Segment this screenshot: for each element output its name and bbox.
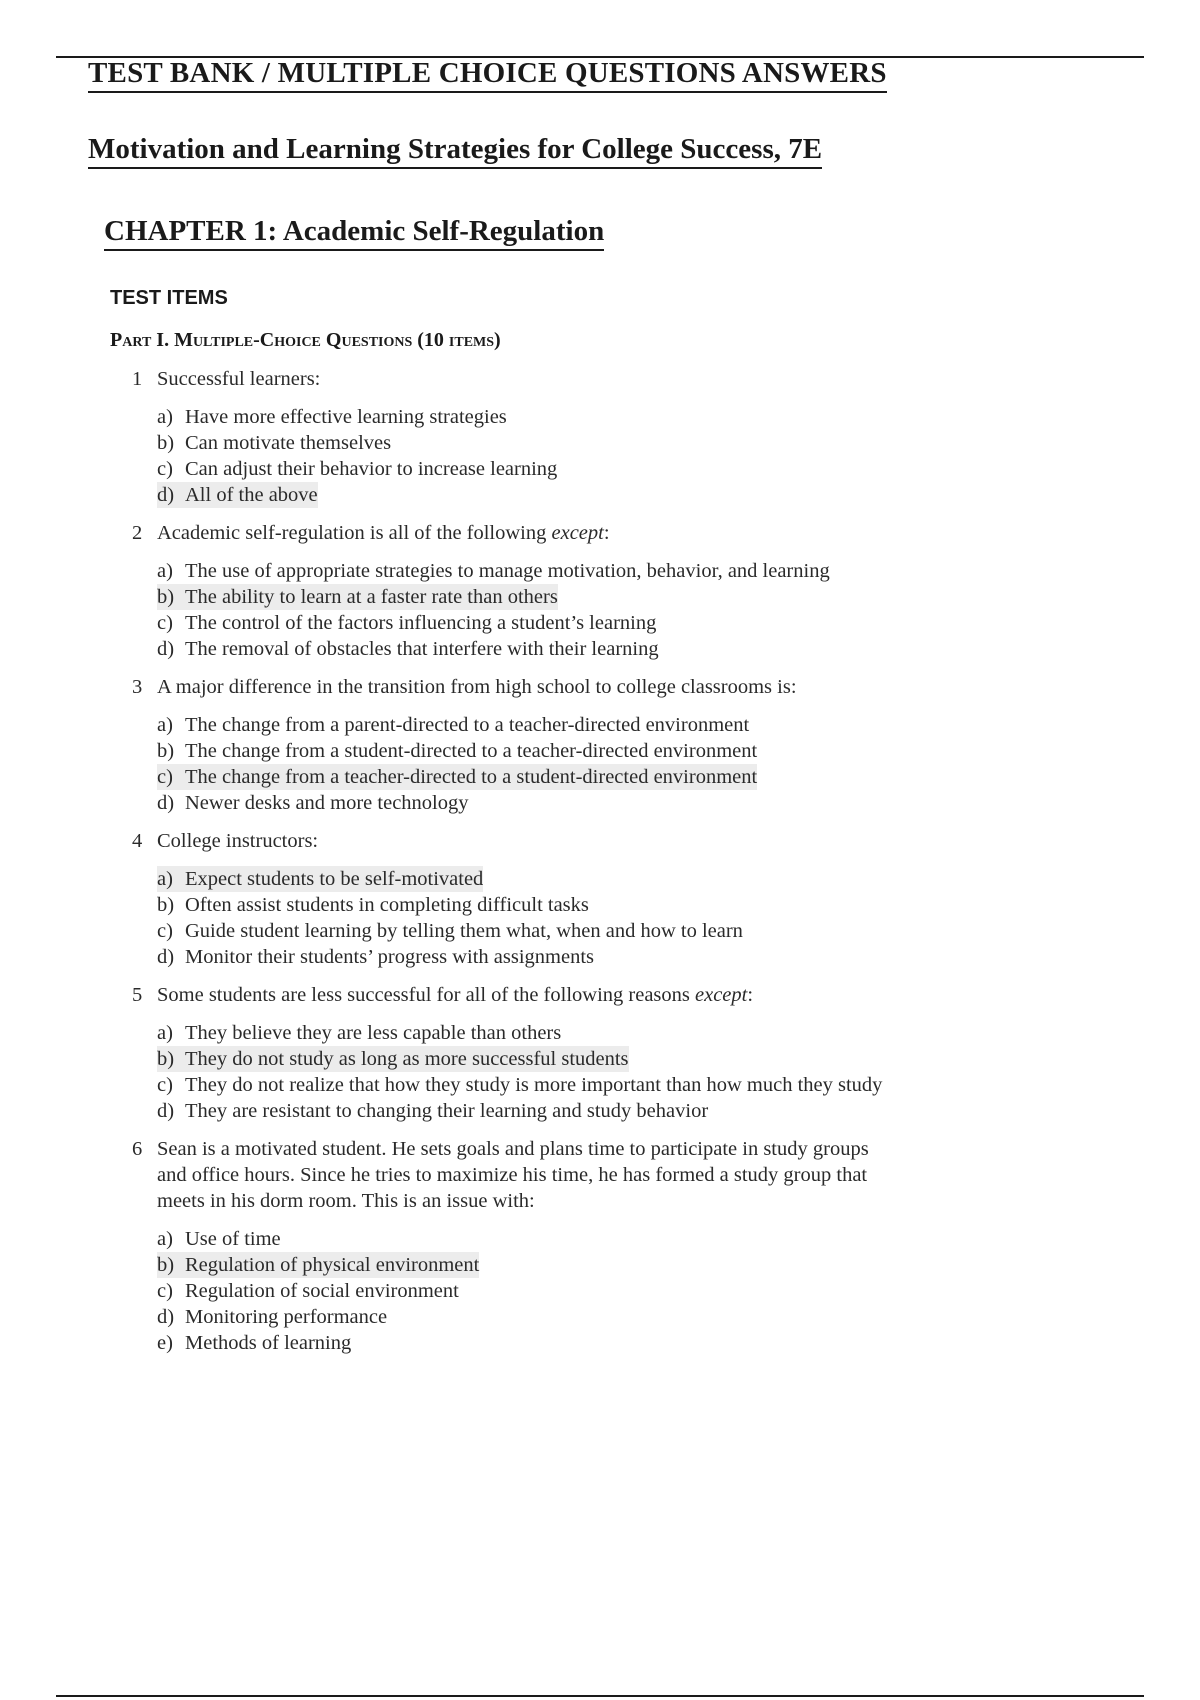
option-text: They do not study as long as more successful students — [185, 1048, 629, 1070]
question-number: 5 — [132, 984, 143, 1006]
option-text: Guide student learning by telling them what, when and how to learn — [185, 920, 743, 942]
option — [157, 944, 594, 970]
option — [157, 1226, 281, 1252]
option-letter: a) — [157, 406, 173, 428]
bottom-rule — [56, 1695, 1144, 1697]
option-text: Often assist students in completing difficult tasks — [185, 894, 589, 916]
question-4 — [132, 828, 892, 970]
option-answer-highlighted — [157, 1046, 629, 1072]
book-title: Motivation and Learning Strategies for College Success, 7E — [88, 131, 822, 169]
option — [157, 404, 507, 430]
option-text: Can motivate themselves — [185, 432, 392, 454]
option-letter: a) — [157, 1228, 173, 1250]
option-letter: c) — [157, 1280, 173, 1302]
question-text — [157, 366, 892, 392]
stem-tail: : — [747, 984, 754, 1006]
option-text: Regulation of physical environment — [185, 1254, 480, 1276]
option-letter: c) — [157, 612, 173, 634]
option-text: They are resistant to changing their learning and study behavior — [185, 1100, 709, 1122]
question-number: 1 — [132, 368, 143, 390]
option-letter: d) — [157, 1306, 175, 1328]
stem-emphasis: except — [551, 522, 604, 544]
question-number: 6 — [132, 1138, 143, 1160]
option-text: The control of the factors influencing a student’s learning — [185, 612, 657, 634]
option-text: Use of time — [185, 1228, 281, 1250]
option-text: They believe they are less capable than others — [185, 1022, 562, 1044]
option — [157, 712, 749, 738]
stem-emphasis: except — [695, 984, 748, 1006]
option-letter: e) — [157, 1332, 173, 1354]
option-text: Can adjust their behavior to increase learning — [185, 458, 558, 480]
option-letter: c) — [157, 920, 173, 942]
option — [157, 892, 589, 918]
option-answer-highlighted — [157, 866, 483, 892]
option — [157, 430, 391, 456]
option-text: Expect students to be self-motivated — [185, 868, 484, 890]
question-stem — [132, 1136, 892, 1214]
option-letter: b) — [157, 432, 175, 454]
stem-text: Some students are less successful for all of the following reasons — [157, 984, 696, 1006]
option — [157, 456, 557, 482]
option-letter: b) — [157, 1048, 175, 1070]
option-letter: d) — [157, 946, 175, 968]
question-text — [157, 520, 892, 546]
option-list — [157, 1020, 892, 1124]
option — [157, 1304, 387, 1330]
question-stem — [132, 674, 892, 700]
test-bank-title: TEST BANK / MULTIPLE CHOICE QUESTIONS ANSWERS — [88, 55, 887, 93]
question-6 — [132, 1136, 892, 1356]
option-letter: d) — [157, 1100, 175, 1122]
option-text: All of the above — [185, 484, 318, 506]
stem-text: College instructors: — [157, 830, 319, 852]
question-stem — [132, 828, 892, 854]
option — [157, 1098, 708, 1124]
option-letter: a) — [157, 560, 173, 582]
question-stem — [132, 982, 892, 1008]
option — [157, 1278, 459, 1304]
option — [157, 790, 469, 816]
option-text: The change from a teacher-directed to a student-directed environment — [185, 766, 758, 788]
question-text — [157, 674, 892, 700]
option-text: The change from a student-directed to a teacher-directed environment — [185, 740, 758, 762]
option-text: The change from a parent-directed to a teacher-directed environment — [185, 714, 750, 736]
question-number: 4 — [132, 830, 143, 852]
option-letter: b) — [157, 1254, 175, 1276]
option-letter: a) — [157, 1022, 173, 1044]
option-text: The use of appropriate strategies to manage motivation, behavior, and learning — [185, 560, 830, 582]
option-letter: c) — [157, 458, 173, 480]
question-2 — [132, 520, 892, 662]
option-answer-highlighted — [157, 764, 757, 790]
option-letter: d) — [157, 484, 175, 506]
option-letter: d) — [157, 638, 175, 660]
option-letter: b) — [157, 586, 175, 608]
option-list — [157, 404, 892, 508]
stem-text: A major difference in the transition from high school to college classrooms is: — [157, 676, 797, 698]
option-list — [157, 558, 892, 662]
chapter-title: CHAPTER 1: Academic Self-Regulation — [104, 213, 604, 251]
option-list — [157, 712, 892, 816]
option-text: Monitoring performance — [185, 1306, 388, 1328]
stem-text: Successful learners: — [157, 368, 321, 390]
part-heading: Part I. Multiple-Choice Questions (10 items) — [110, 329, 501, 351]
option-letter: c) — [157, 1074, 173, 1096]
option-answer-highlighted — [157, 584, 558, 610]
option — [157, 1020, 561, 1046]
option — [157, 918, 743, 944]
stem-text: Sean is a motivated student. He sets goals and plans time to participate in study groups and office hours. Since he tries to maximize his time, he has formed a study group that meets in his dorm room. This is an issue with: — [157, 1138, 869, 1212]
question-1 — [132, 366, 892, 508]
option-list — [157, 866, 892, 970]
option — [157, 1072, 882, 1098]
option-text: The removal of obstacles that interfere with their learning — [185, 638, 659, 660]
option-text: Regulation of social environment — [185, 1280, 459, 1302]
option-text: Newer desks and more technology — [185, 792, 469, 814]
question-text — [157, 828, 892, 854]
option-list — [157, 1226, 892, 1356]
stem-text: Academic self-regulation is all of the following — [157, 522, 552, 544]
question-text — [157, 982, 892, 1008]
option — [157, 636, 659, 662]
option-answer-highlighted — [157, 1252, 479, 1278]
option-text: Monitor their students’ progress with assignments — [185, 946, 595, 968]
stem-tail: : — [603, 522, 610, 544]
test-items-heading: TEST ITEMS — [110, 287, 228, 309]
option — [157, 610, 656, 636]
question-3 — [132, 674, 892, 816]
option — [157, 558, 830, 584]
option-letter: a) — [157, 714, 173, 736]
option-text: The ability to learn at a faster rate than others — [185, 586, 558, 608]
option-answer-highlighted — [157, 482, 318, 508]
question-text — [157, 1136, 892, 1214]
question-stem — [132, 366, 892, 392]
option-text: They do not realize that how they study is more important than how much they study — [185, 1074, 883, 1096]
option-text: Methods of learning — [185, 1332, 352, 1354]
question-5 — [132, 982, 892, 1124]
option — [157, 1330, 351, 1356]
option-letter: c) — [157, 766, 173, 788]
question-stem — [132, 520, 892, 546]
option-text: Have more effective learning strategies — [185, 406, 507, 428]
question-number: 3 — [132, 676, 143, 698]
option — [157, 738, 757, 764]
option-letter: a) — [157, 868, 173, 890]
question-number: 2 — [132, 522, 143, 544]
option-letter: b) — [157, 740, 175, 762]
option-letter: d) — [157, 792, 175, 814]
question-list — [132, 366, 892, 1368]
option-letter: b) — [157, 894, 175, 916]
